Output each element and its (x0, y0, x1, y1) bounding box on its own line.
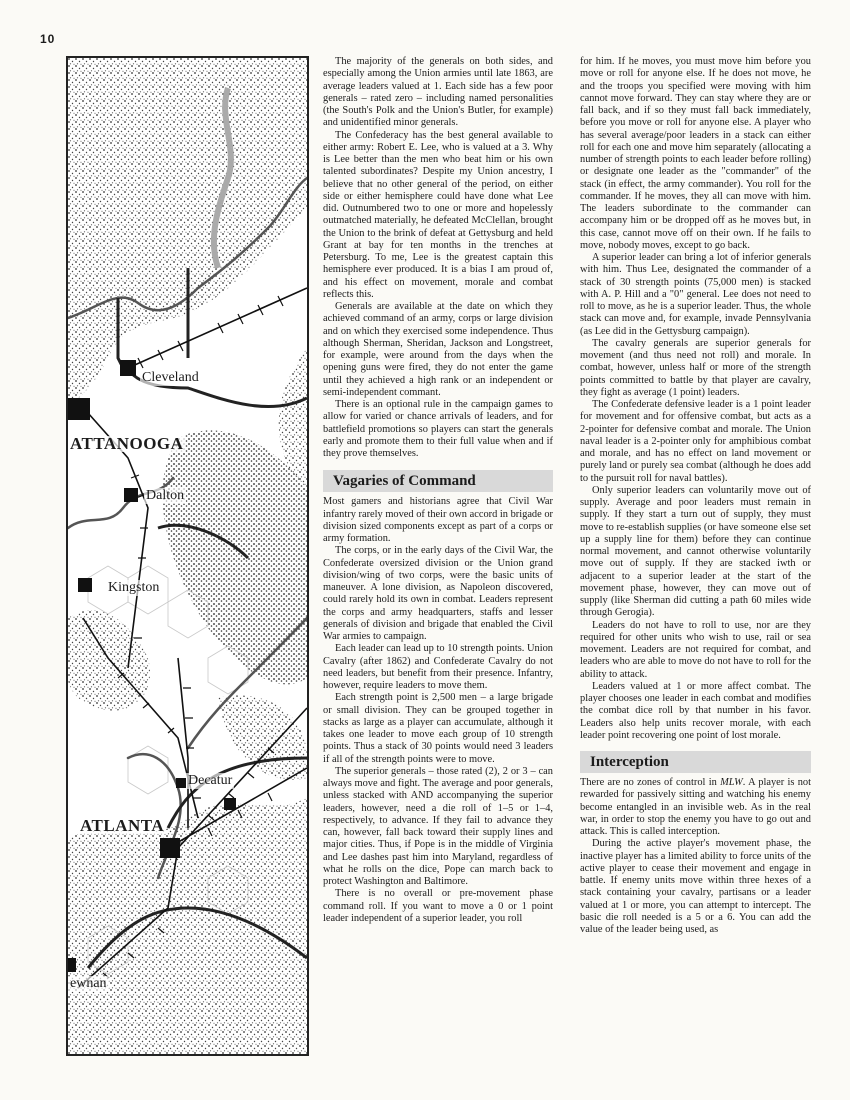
text-run: . A player is not rewarded for passively sitting and watching his enemy become entangled in an invisible web. As in the real war, in order to stop the enemy you have to go out and attack. This is called interception. (580, 777, 812, 837)
paragraph: The cavalry generals are superior generals for movement (and thus need not roll) and morale. In combat, however, unless half or more of the strength points committed to battle by that player are cavalry, they fight as average (1 point) leaders. (580, 337, 811, 398)
paragraph: There is an optional rule in the campaign games to allow for varied or chance arrivals of leaders, and for battlefield promotions so players can start the generals early and promote them to their full value when and if they prove themselves. (323, 399, 553, 459)
paragraph: The majority of the generals on both sides, and especially among the Union armies until late 1863, are average leaders valued at 1. Each side has a few poor generals – rated zero – including named personalities (the South's Polk and the Union's Butler, for example) and unidentified minor generals. (323, 56, 553, 129)
paragraph: Leaders do not have to roll to use, nor are they required for other units who wish to use, rail or sea movement. Leaders are not required for combat, and leaders who are able to move do not have to roll for the ability to attack. (580, 619, 811, 680)
city-label-cleveland: Cleveland (142, 370, 199, 385)
paragraph: Generals are available at the date on which they achieved command of an army, corps or large division and on which they exercised some independence. Thus although Sherman, Sheridan, Jackson and Longstreet, for example, were around from the days when the opening guns were fired, they do not enter the game until they achieved a high rank or an independent or semi-independent commant. (323, 301, 553, 398)
section-heading-interception: Interception (580, 751, 811, 773)
paragraph: During the active player's movement phase, the inactive player has a limited ability to force units of the active player to cease their movement and engage in battle. If enemy units move within three hexes of a stack containing your cavalry, partisans or a leader valued at 1 or more, you can attempt to intercept. The basic die roll needed is a 5 or a 6. You can add the value of the leader being used, as (580, 838, 811, 935)
city-label-decatur: Decatur (188, 773, 233, 788)
city-label-dalton: Dalton (146, 488, 185, 503)
paragraph: Most gamers and historians agree that Civil War infantry rarely moved of their own accord in brigade or division sized components except as part of a corps or army formation. (323, 496, 553, 544)
map-graphic (68, 58, 307, 1054)
paragraph: Each strength point is 2,500 men – a large brigade or small division. They can be grouped together in stacks as large as a player can accumulate, although it takes one leader to move each group of 10 strength points. Thus a stack of 30 points would need 3 leaders if all of the strength points were to move. (323, 692, 553, 765)
paragraph: The corps, or in the early days of the Civil War, the Confederate oversized division or the Union grand division/wing of two corps, were the basic units of maneuver. A lone division, as Napoleon discovered, could rarely hold its own in combat. Leaders represent the corps and army headquarters, staffs and lesser generals of division and brigade that enabled the Civil War armies to campaign. (323, 545, 553, 642)
paragraph: A superior leader can bring a lot of inferior generals with him. Thus Lee, designated the commander of a stack of 30 strength points (75,000 men) is stacked with A. P. Hill and a "0" general. Lee does not need to roll to move, as he is a superior leader. Thus, the whole stack can move and, for example, invade Pennsylvania (as Lee did in the Gettysburg campaign). (580, 252, 811, 337)
city-label-kingston: Kingston (108, 580, 160, 595)
city-label-newnan: ewnan (70, 976, 107, 991)
paragraph: The Confederacy has the best general available to either army: Robert E. Lee, who is valued at a 3. Why is Lee better than the men who beat him or his own talented subordinates? Despite my Union ancestry, I believe that no other general of the period, on either side or either hemisphere could have done what Lee did. Outnumbered two to one or more and hopelessly outmatched materially, he defeated McClellan, brought the Union to the brink of defeat at Gettysburg and held Grant at bay for ten months in the trenches at Petersburg. To me, Lee is the greatest captain this hemisphere ever produced. It is a bias I am proud of, and his effect on movement, morale and combat reflects this. (323, 129, 553, 300)
page-number: 10 (40, 32, 56, 46)
city-label-atlanta: ATLANTA (80, 816, 165, 835)
map-figure (66, 56, 309, 1056)
game-title-abbrev: MLW (720, 777, 743, 788)
paragraph: for him. If he moves, you must move him before you move or roll for anyone else. If he does not move, he and the troops you specified were moving with him cannot move forward. They can stay where they are or fall back, and if so they must fall back immediately, before you move or roll for anyone else. A player who has several average/poor leaders in a stack can either roll for each one and move him separately (allocating a number of strength points to each leader before rolling) or designate one leader as the "commander" of the stack (in effect, the army commander). You roll for the commander. If he moves, they all can move with him. The leaders subordinate to the commander can accompany him or be dropped off as he moves but, in this case, cannot move off on their own. If he fails to move, nobody moves, except to go back. (580, 56, 811, 251)
paragraph: Each leader can lead up to 10 strength points. Union Cavalry (after 1862) and Confederate Cavalry do not need leaders, but benefit from their presence. Infantry, however, require leaders to move them. (323, 643, 553, 691)
text-run: There are no zones of control in (580, 777, 721, 788)
paragraph: There is no overall or pre-movement phase command roll. If you want to move a 0 or 1 point leader independent of a superior leader, you roll (323, 888, 553, 924)
text-column-1 (323, 56, 553, 925)
paragraph: The superior generals – those rated (2), 2 or 3 – can always move and fight. The average and poor generals, unless stacked with AND accompanying the superior leaders, however, need a die roll of 1–5 or 1–4, respectively, to advance. If they fail to advance they can, however, fall back toward their supply lines and major cities. Thus, if Pope is in the middle of Virginia and Lee dashes past him into Maryland, regardless of what he rolls on the dice, Pope can march back to protect Washington and Baltimore. (323, 765, 553, 887)
text-column-2 (580, 56, 811, 936)
paragraph: The Confederate defensive leader is a 1 point leader for movement and for offensive combat, but acts as a 2-pointer for defensive combat and morale. The Union naval leader is a 2-pointer only for amphibious combat and morale, and has no effect on land movement or purely land or purely sea combat (although he does add to the pursuit roll for naval battles). (580, 399, 811, 484)
section-heading-vagaries: Vagaries of Command (323, 470, 553, 492)
city-label-chattanooga: ATTANOOGA (70, 434, 184, 453)
paragraph: Only superior leaders can voluntarily move out of supply. Average and poor leaders must remain in supply. If they start a turn out of supply, they must move to re-establish supplies (or have someone else set up a supply line for them) before they can continue normal movement, and cannot otherwise voluntarily move out of supply. If they are stacked iwth or adjacent to a superior leader at the start of the movement phase, however, they can move out of supply (like Sherman did cutting a path 60 miles wide through Gerogia). (580, 484, 811, 619)
paragraph: Leaders valued at 1 or more affect combat. The player chooses one leader in each combat and modifies the combat dice roll by that number in his favor. Leaders also help units recover morale, with each leader point recovering one point of lost morale. (580, 680, 811, 741)
paragraph (580, 777, 811, 838)
